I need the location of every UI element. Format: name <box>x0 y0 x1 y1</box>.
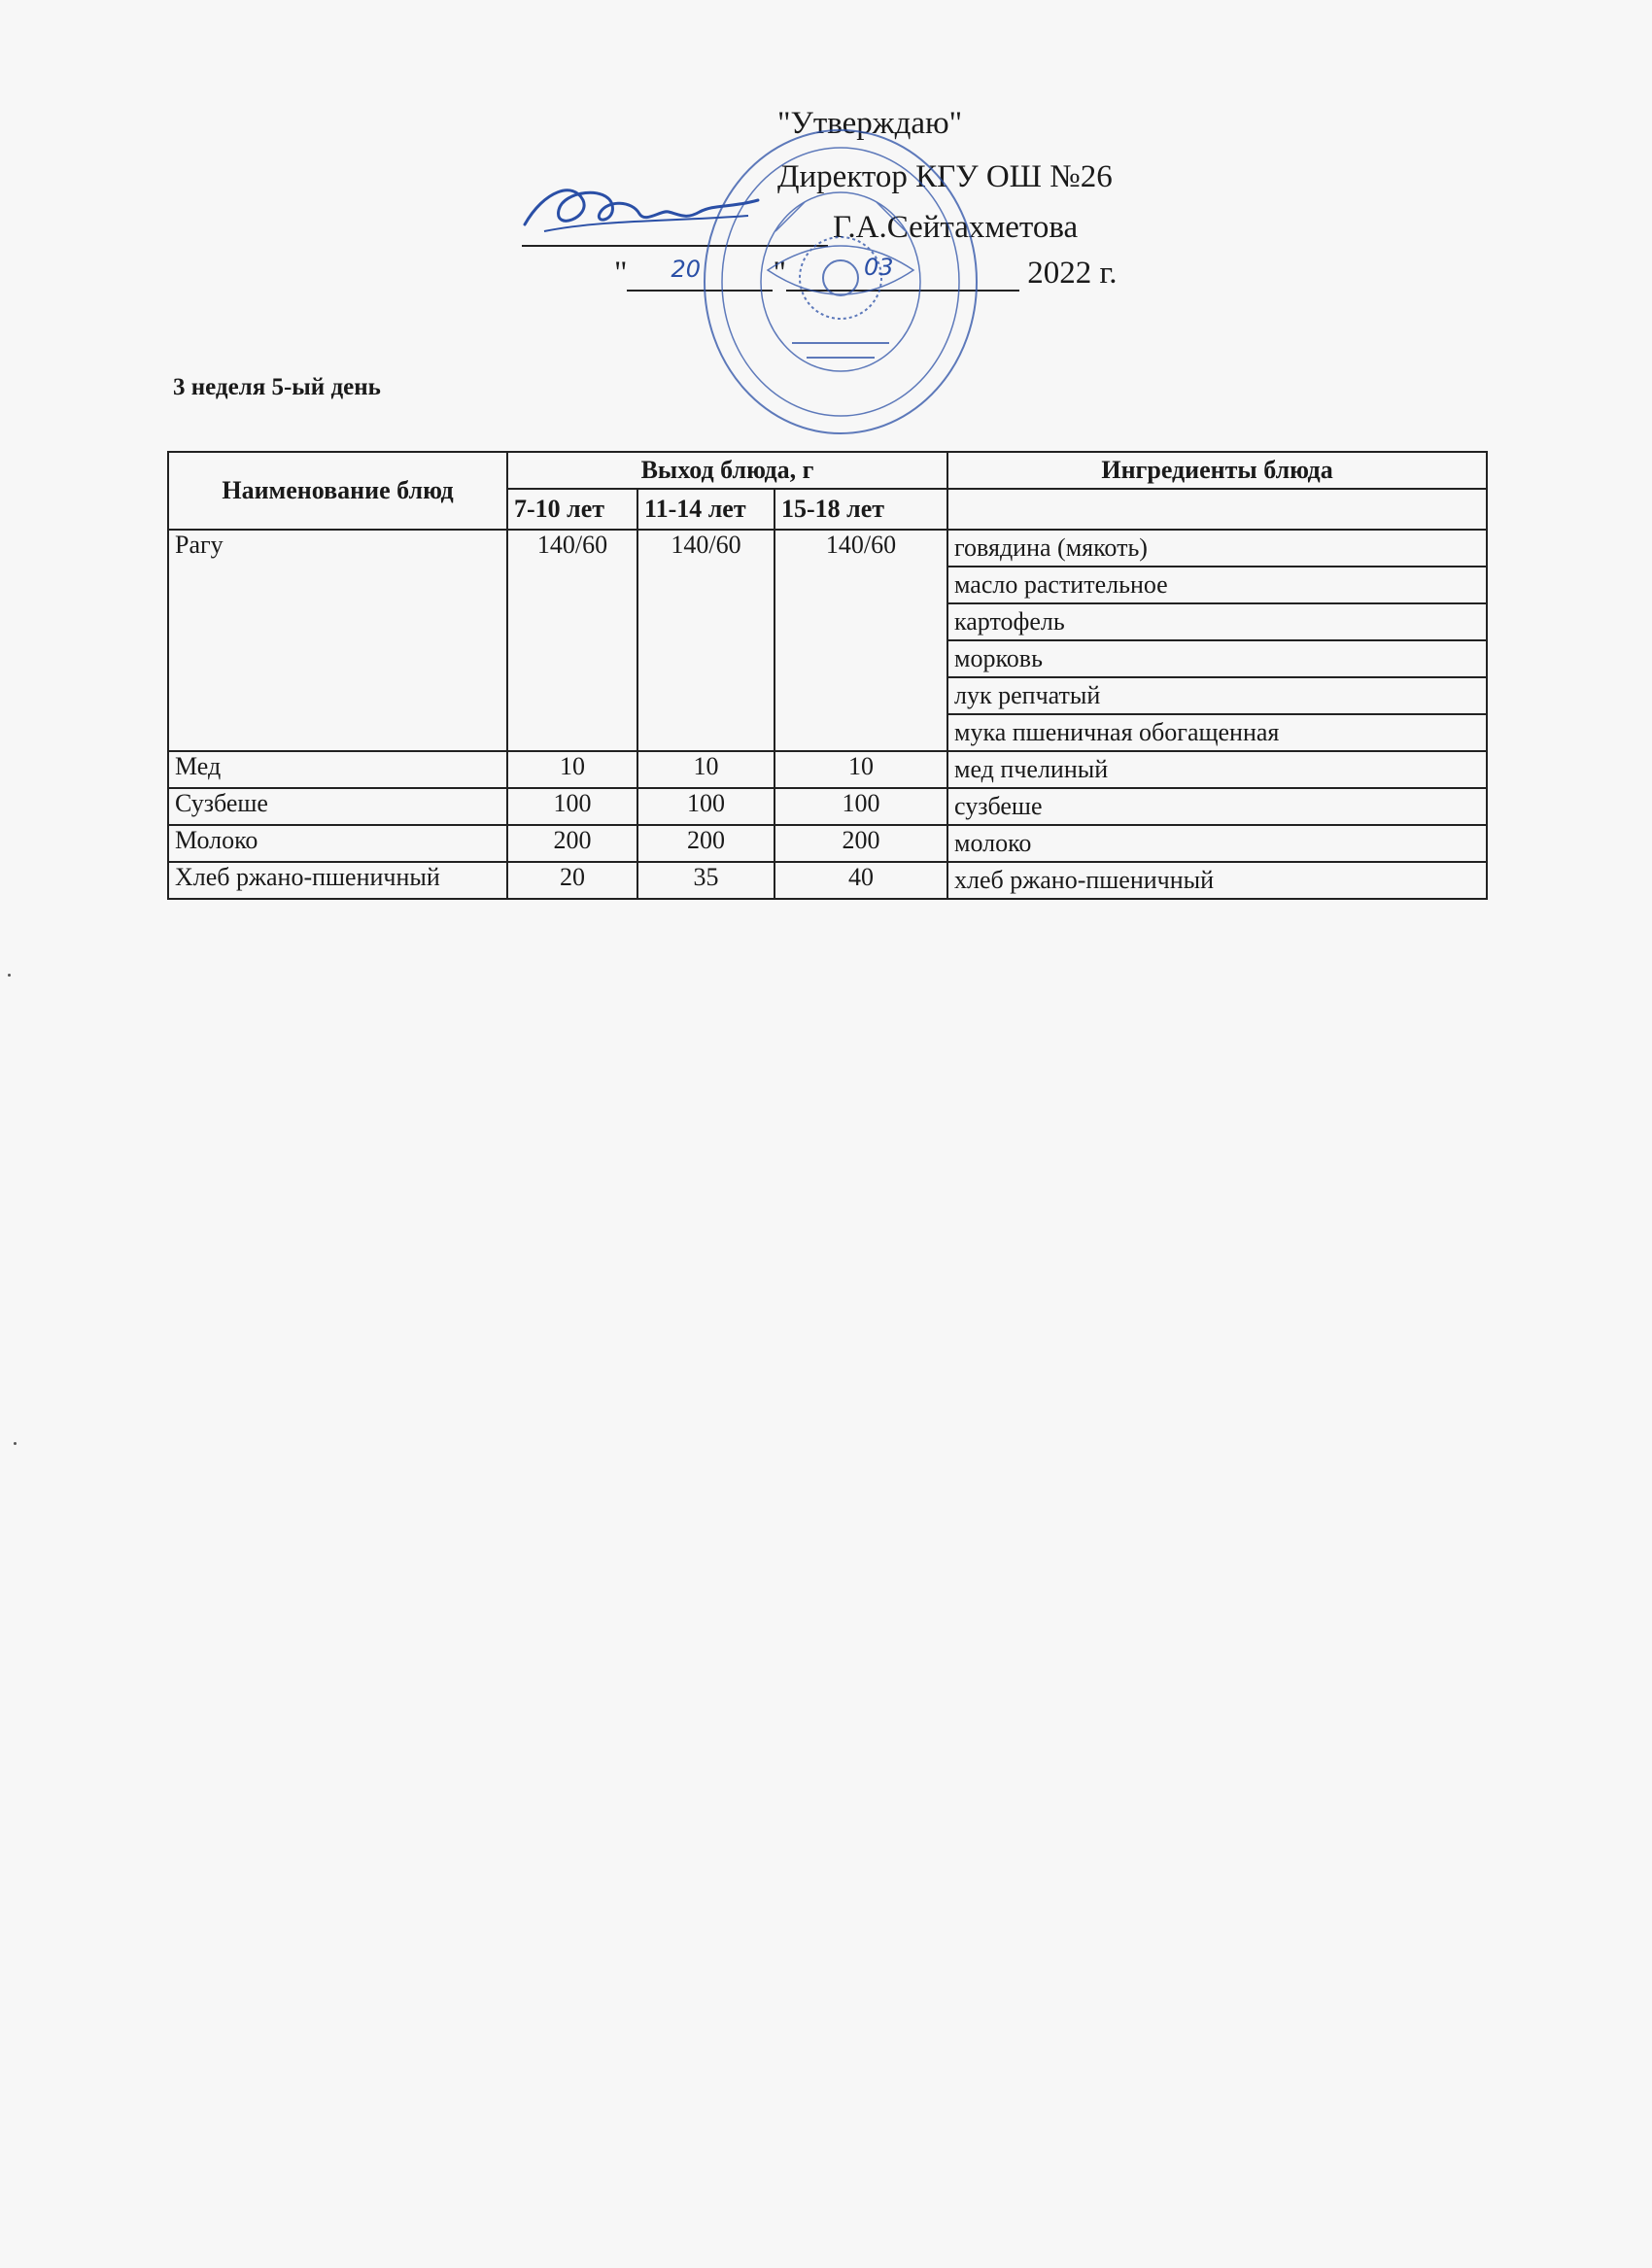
table-row <box>168 751 1487 788</box>
date-month: 03 <box>863 254 894 281</box>
yield-11-14-cell: 140/60 <box>637 530 774 751</box>
ingredient-cell: мука пшеничная обогащенная <box>947 714 1487 751</box>
date-year: 2022 г. <box>1027 256 1118 291</box>
table-row <box>168 862 1487 899</box>
yield-15-18-cell: 100 <box>774 788 947 825</box>
header-age-7-10: 7-10 лет <box>507 489 637 530</box>
ingredient-cell: картофель <box>947 603 1487 640</box>
approval-role: Директор КГУ ОШ №26 <box>777 159 1113 194</box>
table-header-row <box>168 452 1487 489</box>
ingredient-cell: масло растительное <box>947 567 1487 603</box>
yield-7-10-cell: 10 <box>507 751 637 788</box>
header-age-11-14: 11-14 лет <box>637 489 774 530</box>
menu-table <box>167 451 1488 900</box>
approval-title: "Утверждаю" <box>777 106 963 141</box>
ingredient-cell: мед пчелиный <box>947 751 1487 788</box>
day-caption: 3 неделя 5-ый день <box>173 374 381 400</box>
scan-speck <box>8 974 11 977</box>
yield-15-18-cell: 140/60 <box>774 530 947 751</box>
handwritten-signature <box>515 171 768 249</box>
header-age-15-18: 15-18 лет <box>774 489 947 530</box>
ingredient-cell: хлеб ржано-пшеничный <box>947 862 1487 899</box>
ingredient-cell: молоко <box>947 825 1487 862</box>
approval-name: Г.А.Сейтахметова <box>833 210 1079 245</box>
header-yield: Выход блюда, г <box>507 452 947 489</box>
yield-11-14-cell: 200 <box>637 825 774 862</box>
table-row <box>168 825 1487 862</box>
table-row <box>168 530 1487 567</box>
yield-11-14-cell: 35 <box>637 862 774 899</box>
yield-11-14-cell: 10 <box>637 751 774 788</box>
scan-speck <box>14 1442 17 1445</box>
yield-7-10-cell: 140/60 <box>507 530 637 751</box>
yield-7-10-cell: 100 <box>507 788 637 825</box>
table-row <box>168 788 1487 825</box>
date-open-quote: " <box>614 256 628 291</box>
dish-name-cell: Сузбеше <box>168 788 507 825</box>
yield-7-10-cell: 200 <box>507 825 637 862</box>
yield-15-18-cell: 40 <box>774 862 947 899</box>
date-day: 20 <box>671 256 702 283</box>
yield-15-18-cell: 200 <box>774 825 947 862</box>
header-dish-name: Наименование блюд <box>168 452 507 530</box>
ingredient-cell: морковь <box>947 640 1487 677</box>
dish-name-cell: Мед <box>168 751 507 788</box>
yield-11-14-cell: 100 <box>637 788 774 825</box>
dish-name-cell: Молоко <box>168 825 507 862</box>
yield-7-10-cell: 20 <box>507 862 637 899</box>
ingredient-cell: сузбеше <box>947 788 1487 825</box>
ingredient-cell: говядина (мякоть) <box>947 530 1487 567</box>
dish-name-cell: Рагу <box>168 530 507 751</box>
header-ingredients-empty <box>947 489 1487 530</box>
date-mid-quote: " <box>773 256 786 291</box>
dish-name-cell: Хлеб ржано-пшеничный <box>168 862 507 899</box>
ingredient-cell: лук репчатый <box>947 677 1487 714</box>
header-ingredients: Ингредиенты блюда <box>947 452 1487 489</box>
yield-15-18-cell: 10 <box>774 751 947 788</box>
